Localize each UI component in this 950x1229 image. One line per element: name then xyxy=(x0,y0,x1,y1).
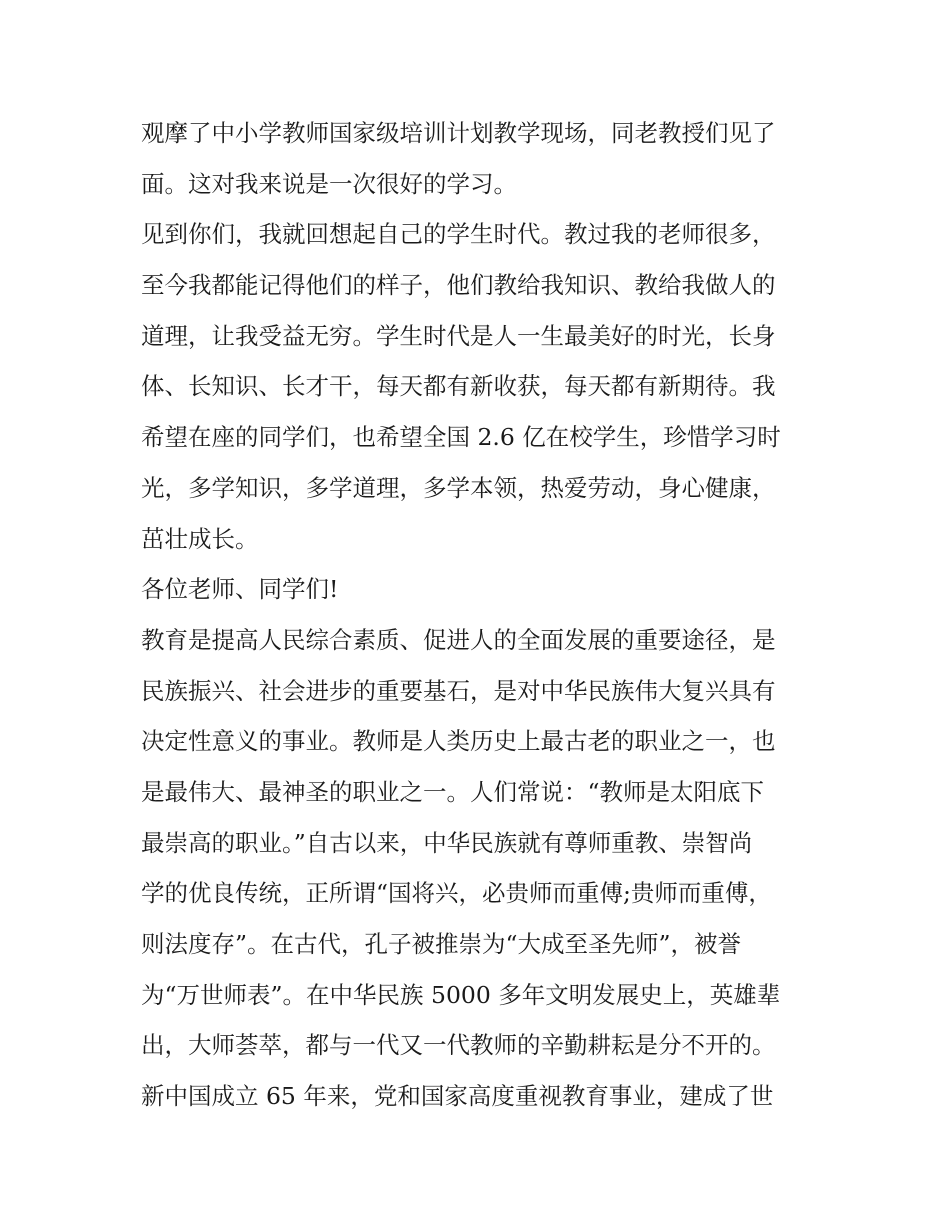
text-line: 道理，让我受益无穷。学生时代是人一生最美好的时光，长身 xyxy=(141,321,776,350)
text-line: 教育是提高人民综合素质、促进人的全面发展的重要途径，是 xyxy=(141,625,776,654)
text-line: 光，多学知识，多学道理，多学本领，热爱劳动，身心健康， xyxy=(141,473,776,502)
text-line: 至今我都能记得他们的样子，他们教给我知识、教给我做人的 xyxy=(141,271,776,300)
body-text xyxy=(141,108,813,1122)
text-line: 面。这对我来说是一次很好的学习。 xyxy=(141,169,517,198)
text-line: 见到你们，我就回想起自己的学生时代。教过我的老师很多， xyxy=(141,220,776,249)
text-line: 民族振兴、社会进步的重要基石，是对中华民族伟大复兴具有 xyxy=(141,676,776,705)
text-line: 则法度存”。在古代，孔子被推崇为“大成至圣先师”，被誉 xyxy=(141,930,742,958)
text-line: 希望在座的同学们，也希望全国 2.6 亿在校学生，珍惜学习时 xyxy=(141,423,781,452)
text-line: 体、长知识、长才干，每天都有新收获，每天都有新期待。我 xyxy=(141,372,776,401)
text-line: 最崇高的职业。”自古以来，中华民族就有尊师重教、崇智尚 xyxy=(141,828,753,857)
text-line: 决定性意义的事业。教师是人类历史上最古老的职业之一，也 xyxy=(141,727,776,756)
text-line: 各位老师、同学们! xyxy=(141,575,339,604)
text-line: 新中国成立 65 年来，党和国家高度重视教育事业，建成了世 xyxy=(141,1082,774,1111)
text-line: 茁壮成长。 xyxy=(141,524,259,553)
text-line: 观摩了中小学教师国家级培训计划教学现场，同老教授们见了 xyxy=(141,119,776,147)
text-line: 为“万世师表”。在中华民族 5000 多年文明发展史上，英雄辈 xyxy=(141,980,781,1009)
text-line: 学的优良传统，正所谓“国将兴，必贵师而重傅;贵师而重傅， xyxy=(141,879,772,908)
text-line: 是最伟大、最神圣的职业之一。人们常说：“教师是太阳底下 xyxy=(141,777,765,806)
text-line: 出，大师荟萃，都与一代又一代教师的辛勤耕耘是分不开的。 xyxy=(141,1031,776,1060)
